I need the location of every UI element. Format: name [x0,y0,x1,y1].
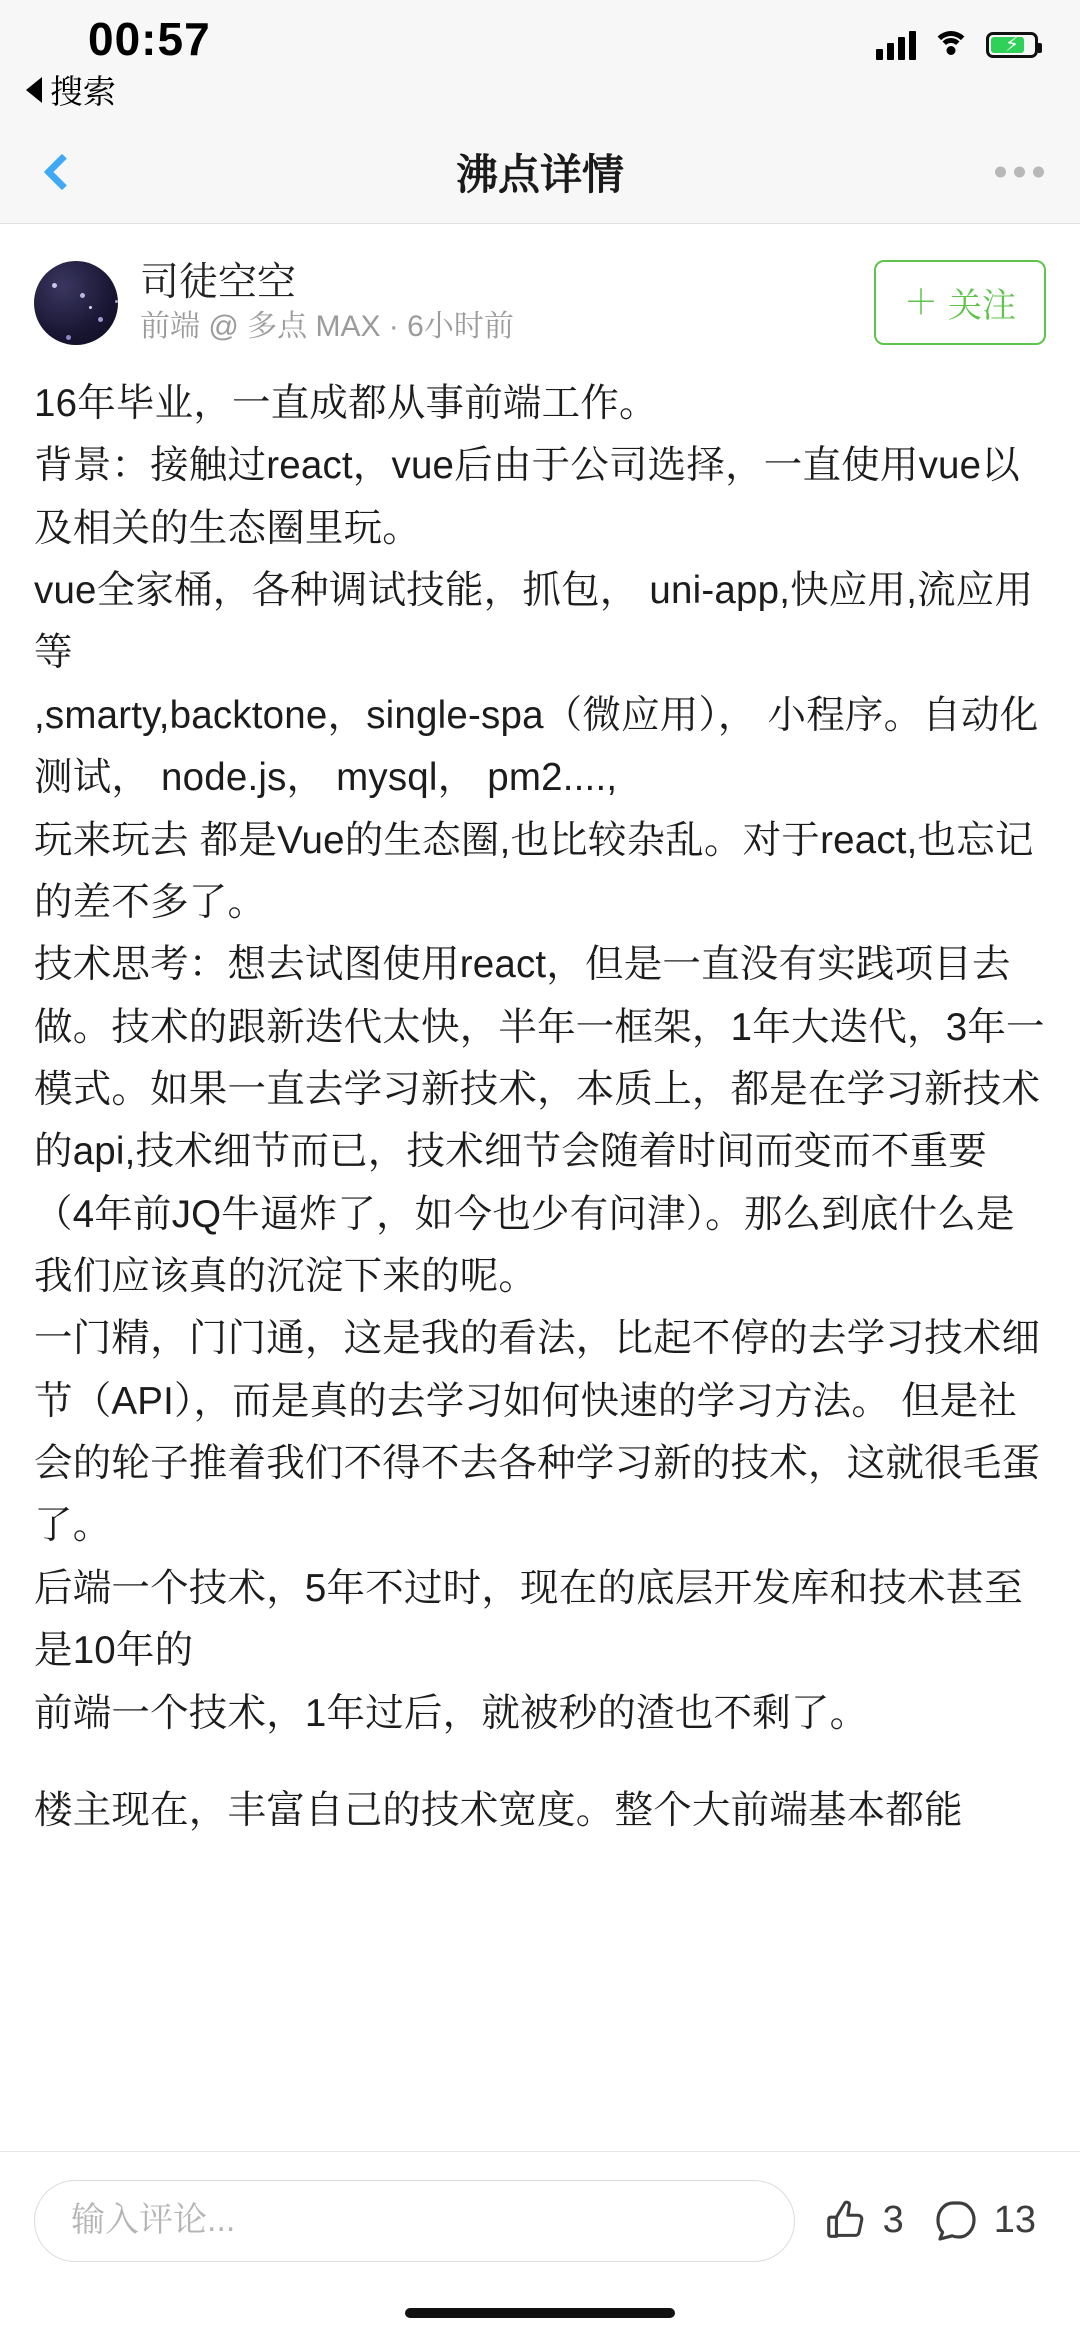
post-detail-content [0,224,1080,2151]
post-paragraph: 前端一个技术，1年过后，就被秒的渣也不剩了。 [34,1691,869,1735]
author-name[interactable]: 司徒空空 [140,260,297,304]
post-paragraph: 背景：接触过react，vue后由于公司选择，一直使用vue以及相关的生态圈里玩。 [34,444,1020,550]
post-paragraph: 一门精，门门通，这是我的看法，比起不停的去学习技术细节（API），而是真的去学习如何快速的学习方法。 但是社会的轮子推着我们不得不去各种学习新的技术，这就很毛蛋了。 [34,1317,1041,1548]
comment-input[interactable] [69,2200,760,2241]
bottom-action-bar [0,2151,1080,2289]
more-horizontal-icon [995,166,1006,177]
comment-count: 13 [993,2199,1036,2241]
back-to-app-label: 搜索 [50,73,116,110]
back-button[interactable] [30,144,86,200]
plus-icon: ＋ [904,283,938,322]
battery-charging-icon: ⚡ [986,32,1038,58]
post-paragraph: ,smarty,backtone，single-spa（微应用）， 小程序。自动化测试， node.js， mysql， pm2...., [34,693,1039,800]
post-paragraph: 楼主现在，丰富自己的技术宽度。整个大前端基本都能 [34,1788,963,1832]
status-indicators [876,30,1038,60]
chevron-left-icon [44,153,81,190]
author-subtitle: 前端 @ 多点 MAX · 6小时前 [140,310,514,344]
post-body [34,373,1046,1842]
comment-bubble-icon [932,2197,980,2245]
post-paragraph: 16年毕业，一直成都从事前端工作。 [34,382,658,425]
follow-button[interactable] [874,260,1046,345]
home-indicator-bar [405,2308,675,2318]
triangle-left-icon [26,77,42,103]
thumbs-up-icon [823,2198,869,2244]
status-bar [0,0,1080,120]
post-paragraph: 玩来玩去 都是Vue的生态圈,也比较杂乱。对于react,也忘记的差不多了。 [34,818,1034,924]
content-fade [0,2111,1080,2151]
like-action[interactable] [823,2198,904,2244]
wifi-icon [932,31,970,59]
comment-action[interactable] [932,2197,1036,2245]
like-count: 3 [882,2199,904,2241]
signal-bars-icon [876,30,916,60]
post-paragraph: vue全家桶，各种调试技能，抓包， uni-app,快应用,流应用等 [34,569,1034,675]
post-paragraph-spacer [34,1745,1046,1780]
back-to-app-link[interactable] [26,66,116,113]
more-options-button[interactable] [995,166,1044,177]
nav-bar [0,120,1080,224]
avatar[interactable] [34,261,118,345]
comment-input-wrapper[interactable] [34,2180,795,2262]
page-title: 沸点详情 [455,150,624,198]
post-paragraph: 技术思考：想去试图使用react，但是一直没有实践项目去做。技术的跟新迭代太快，半年一框架，1年大迭代，3年一模式。如果一直去学习新技术，本质上，都是在学习新技术的api,技术细节而已，技术细节会随着时间而变而不重要（4年前JQ牛逼炸了，如今也少有问津）。那么到底什么是我们应该真的沉淀下来的呢。 [34,943,1045,1299]
post-paragraph: 后端一个技术，5年不过时，现在的底层开发库和技术甚至是10年的 [34,1566,1024,1673]
status-time: 00:57 [88,13,211,65]
author-row [34,224,1046,355]
follow-button-label: 关注 [948,287,1016,325]
author-meta [140,262,514,344]
home-indicator [0,2289,1080,2337]
